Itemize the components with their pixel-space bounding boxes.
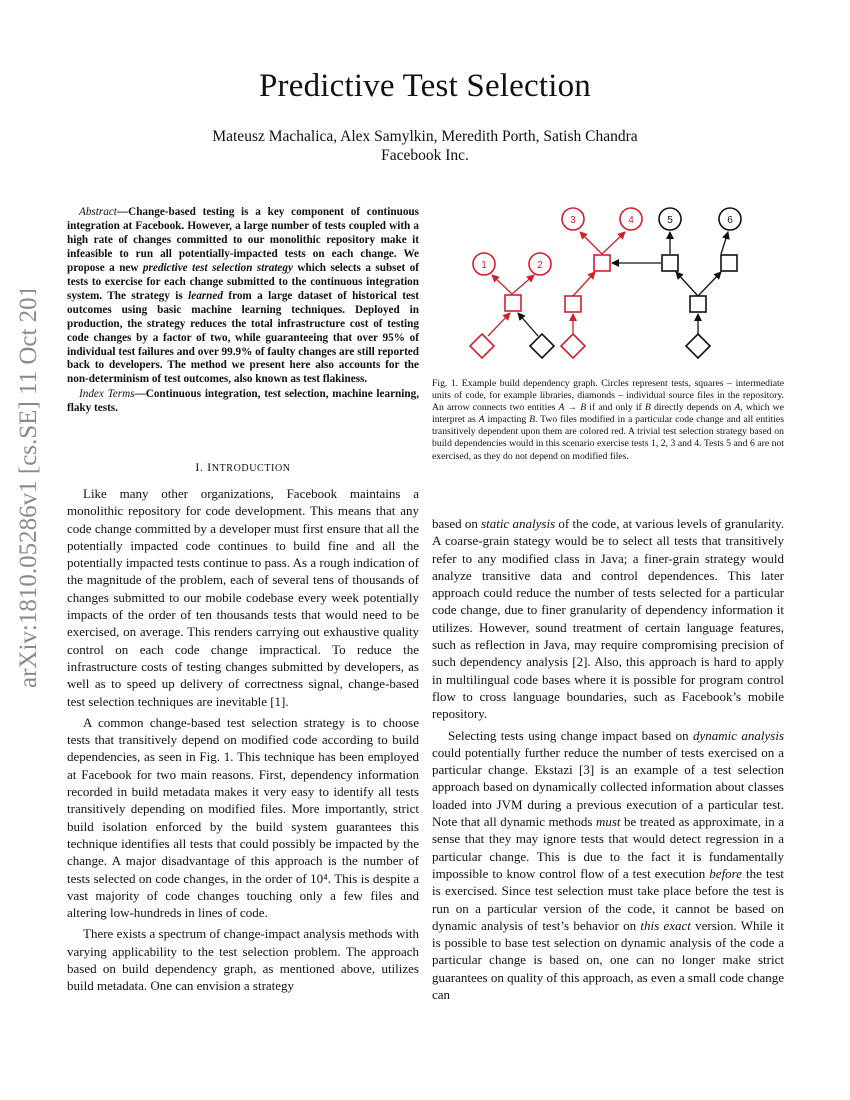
caption-text: . Two files modified in a particular code change and all entities transitively dependent upon them are colored red. A trivial test selection strategy based on build dependencies would in this scenario exercise tests 1, 2, 3 and 4. Tests 5 and 6 are not exercised, as they do not depend on modified files. xyxy=(432,414,785,462)
body-paragraph: A common change-based test selection strategy is to choose tests that transitively depend on modified code according to build dependencies, as seen in Fig. 1. This technique has been employed at Facebook for two main reasons. First, dependency information recorded in build metadata makes it very easy to identify all tests transitively depending on modified files. More importantly, strict build isolation enforced by the build system guarantees this technique identifies all tests that could possibly be impacted by the change. A major disadvantage of this approach is the number of tests selected on code changes, in the order of 10⁴. This is despite a vast majority of code changes touching only a few files and altering low-hundreds in lines of code. xyxy=(67,714,419,921)
test-node-6 xyxy=(719,208,741,230)
body-text: could potentially further reduce the number of tests exercised on a particular change. Ekstazi [3] is an example of a test selection approach based on dynamically collected information about classes loaded into JVM during a previous execution of a particular test. Note that all dynamic methods xyxy=(432,744,784,830)
test-label: 6 xyxy=(727,215,733,226)
test-label: 5 xyxy=(667,215,673,226)
modified-file-diamond xyxy=(470,334,494,358)
caption-math: A xyxy=(478,414,485,426)
modified-file-diamond xyxy=(561,334,585,358)
caption-text: directly depends on xyxy=(650,402,735,414)
section-title-initial: I xyxy=(207,460,212,474)
test-node-5 xyxy=(659,208,681,230)
section-title-rest: NTRODUCTION xyxy=(211,463,291,474)
abstract-emphasis: learned xyxy=(188,289,223,302)
test-node-4 xyxy=(620,208,642,230)
library-square xyxy=(565,296,581,312)
body-text: Selecting tests using change impact based on xyxy=(448,727,693,743)
library-square xyxy=(690,296,706,312)
figure-dependency-graph xyxy=(432,196,784,376)
abstract-text: —Change-based testing is a key component of continuous integration at Facebook. However, a large number of tests coupled with a high rate of changes committed to our monolithic repository make it infeasible to run all potentially-impacted tests on each change. We propose a new xyxy=(67,206,419,274)
library-square xyxy=(505,295,521,311)
caption-math: B xyxy=(529,414,536,426)
caption-text: impacting xyxy=(484,414,530,426)
library-square xyxy=(662,255,678,271)
caption-text: , which we interpret as xyxy=(432,402,784,426)
caption-math: A xyxy=(734,402,741,414)
file-diamond xyxy=(686,334,710,358)
figure-caption xyxy=(432,378,784,463)
unmodified-edges xyxy=(518,232,728,336)
library-square xyxy=(721,255,737,271)
index-terms-text: —Continuous integration, test selection, machine learning, flaky tests. xyxy=(67,388,419,415)
body-emphasis: static analysis xyxy=(481,516,556,531)
abstract xyxy=(67,206,419,416)
arxiv-stamp xyxy=(6,290,46,690)
body-emphasis: dynamic analysis xyxy=(692,727,784,743)
test-node-3 xyxy=(562,208,584,230)
abstract-text: from a large dataset of historical test outcomes using basic machine learning techniques. Deployed in production, the strategy reduces the total infrastructure cost of testing code changes by a factor of two, while guaranteeing that over 95% of individual test failures and over 99.9% of faulty changes are still reported back to developers. The method we present here also accounts for the non-determinism of test outcomes, also known as test flakiness. xyxy=(67,289,419,386)
body-emphasis: before xyxy=(709,865,743,881)
caption-text: if and only if xyxy=(586,402,645,414)
test-node-2 xyxy=(529,253,551,275)
body-paragraph: There exists a spectrum of change-impact analysis methods with varying applicability to the test selection problem. The approach based on build dependency graph, as mentioned above, utilizes build metadata. One can envision a strategy xyxy=(67,926,419,994)
library-square xyxy=(594,255,610,271)
file-diamond xyxy=(530,334,554,358)
abstract-lead: Abstract xyxy=(79,206,117,218)
index-terms-lead: Index Terms xyxy=(79,388,135,401)
body-text: be treated as approximate, in a sense that they may ignore tests that would detect regression in a particular change. This is due to the fact it is fundamentally impossible to know control flow of a test execution xyxy=(432,814,784,881)
caption-text: Fig. 1. Example build dependency graph. Circles represent tests, squares – intermediate units of code, for example libraries, diamonds – individual source files in the repository. An arrow connects two entities xyxy=(432,378,784,414)
affiliation: Facebook Inc. xyxy=(381,147,469,164)
author-list: Mateusz Machalica, Alex Samylkin, Meredith Porth, Satish Chandra xyxy=(212,128,638,145)
arxiv-id: arXiv:1810.05286v1 [cs.SE] 11 Oct 2018 xyxy=(15,290,42,688)
body-paragraph: Like many other organizations, Facebook maintains a monolithic repository for code development. This means that any code change committed by a developer must first ensure that all the potentially impacted code continues to build fine and all the potentially impacted tests continue to pass. As a rough indication of the magnitude of the problem, each of several tens of thousands of changes submitted to our mobile codebase every week potentially impacts of the order of ten thousands tests that would need to be exercised, on average. This renders carrying out exhaustive quality control on each code change impractical. To reduce the infrastructure costs of testing changes submitted by developers, as well as to speed up delivery of correctness signal, change-based test selection techniques are inevitable [1]. xyxy=(67,486,420,709)
test-label: 4 xyxy=(628,215,634,226)
abstract-text: which selects a subset of tests to exercise for each change submitted to the continuous integration system. The strategy is xyxy=(67,261,419,302)
test-label: 1 xyxy=(481,260,487,271)
body-text: based on xyxy=(432,516,482,531)
paper-title: Predictive Test Selection xyxy=(258,68,591,104)
modified-edges xyxy=(488,232,625,336)
body-text: of the code, at various levels of granularity. A coarse-grain stategy would be to select all tests that transitively refer to any modified class in Java; a finer-grain strategy would analyze transitive data and control dependences. This later approach could reduce the number of tests selected for a particular code change, due to finer granularity of dependency information it utilizes. However, sound treatment of certain language features, such as reflection in Java, may require compromising precision of such dependency analysis [2]. Also, this approach is hard to apply in multilingual code bases where it is possible for program control flow to cross language boundaries, such as Facebook’s mobile repository. xyxy=(432,516,784,722)
body-paragraph xyxy=(432,727,784,1004)
body-text: version. While it is possible to base test selection on dynamic analysis of the code a particular change is based on, one can no longer make strict guarantees on quality of this approach, as even a small code change can xyxy=(432,917,784,1003)
section-numeral: I. xyxy=(195,460,208,474)
body-emphasis: this exact xyxy=(640,917,691,933)
left-column-body xyxy=(67,485,419,995)
right-column-body xyxy=(432,515,784,1003)
body-paragraph xyxy=(432,515,784,723)
caption-math: A → B xyxy=(558,402,587,414)
body-emphasis: must xyxy=(595,814,621,830)
abstract-emphasis: predictive test selection strategy xyxy=(142,261,293,274)
caption-math: B xyxy=(644,402,651,414)
abstract-paragraph xyxy=(67,206,419,387)
section-heading xyxy=(67,460,419,475)
test-label: 2 xyxy=(537,260,543,271)
index-terms xyxy=(67,388,419,416)
test-node-1 xyxy=(473,253,495,275)
body-text: the test is exercised. Since test selection must take place before the test is run on a particular version of the code, it cannot be based on dynamic analysis of test’s behavior on xyxy=(432,865,784,933)
test-label: 3 xyxy=(570,215,576,226)
